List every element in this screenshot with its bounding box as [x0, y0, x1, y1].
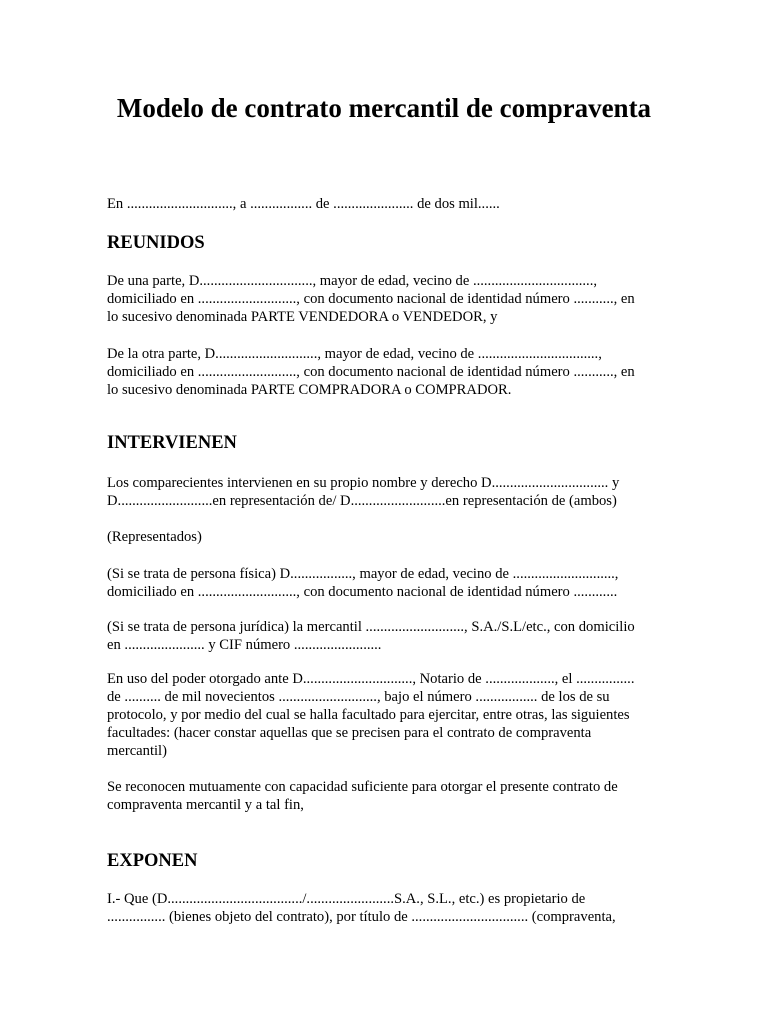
text-line: De una parte, D..............................., mayor de edad, vecino de .................................,: [107, 273, 598, 289]
text-line: lo sucesivo denominada PARTE VENDEDORA o VENDEDOR, y: [107, 309, 498, 325]
text-line: facultades: (hacer constar aquellas que se precisen para el contrato de compraventa: [107, 725, 592, 741]
intervienen-paragraph-3: [107, 565, 618, 601]
text-line: De la otra parte, D............................, mayor de edad, vecino de .................................,: [107, 346, 602, 362]
intervienen-paragraph-6: [107, 778, 618, 814]
heading-exponen: EXPONEN: [107, 851, 198, 871]
text-line: de .......... de mil novecientos ..........................., bajo el número ................. de los de su: [107, 689, 610, 705]
text-line: En uso del poder otorgado ante D.............................., Notario de ..................., el ................: [107, 671, 635, 687]
document-title: Modelo de contrato mercantil de compraventa: [116, 93, 652, 123]
intervienen-paragraph-5: [107, 670, 634, 760]
intro-line: En ............................., a ................. de ...................... de dos mil......: [107, 196, 500, 212]
text-line: D..........................en representación de/ D..........................en representación de (ambos): [107, 493, 617, 509]
text-line: domiciliado en ..........................., con documento nacional de identidad número ............: [107, 584, 618, 600]
heading-reunidos: REUNIDOS: [107, 233, 205, 253]
reunidos-paragraph-1: [107, 272, 635, 326]
text-line: domiciliado en ..........................., con documento nacional de identidad número ..........., en: [107, 291, 635, 307]
text-line: (Si se trata de persona jurídica) la mercantil ..........................., S.A./S.L/etc., con domicilio: [107, 619, 635, 635]
text-line: (Representados): [107, 529, 202, 545]
text-line: protocolo, y por medio del cual se halla facultado para ejercitar, entre otras, las siguientes: [107, 707, 630, 723]
text-line: Los comparecientes intervienen en su propio nombre y derecho D................................ y: [107, 475, 620, 491]
text-line: domiciliado en ..........................., con documento nacional de identidad número ..........., en: [107, 364, 635, 380]
exponen-paragraph-1: [107, 890, 616, 926]
text-line: ................ (bienes objeto del contrato), por título de ................................ (compraventa,: [107, 909, 616, 925]
intervienen-paragraph-2: [107, 528, 202, 546]
heading-intervienen: INTERVIENEN: [107, 433, 237, 453]
text-line: lo sucesivo denominada PARTE COMPRADORA o COMPRADOR.: [107, 382, 512, 398]
text-line: compraventa mercantil y a tal fin,: [107, 797, 304, 813]
text-line: I.- Que (D...................................../........................S.A., S.L., etc.) es propietario de: [107, 891, 586, 907]
intervienen-paragraph-1: [107, 474, 619, 510]
intervienen-paragraph-4: [107, 618, 635, 654]
text-line: Se reconocen mutuamente con capacidad suficiente para otorgar el presente contrato de: [107, 779, 618, 795]
text-line: (Si se trata de persona física) D................., mayor de edad, vecino de ............................,: [107, 566, 619, 582]
text-line: mercantil): [107, 743, 167, 759]
reunidos-paragraph-2: [107, 345, 635, 399]
text-line: en ...................... y CIF número ........................: [107, 637, 382, 653]
